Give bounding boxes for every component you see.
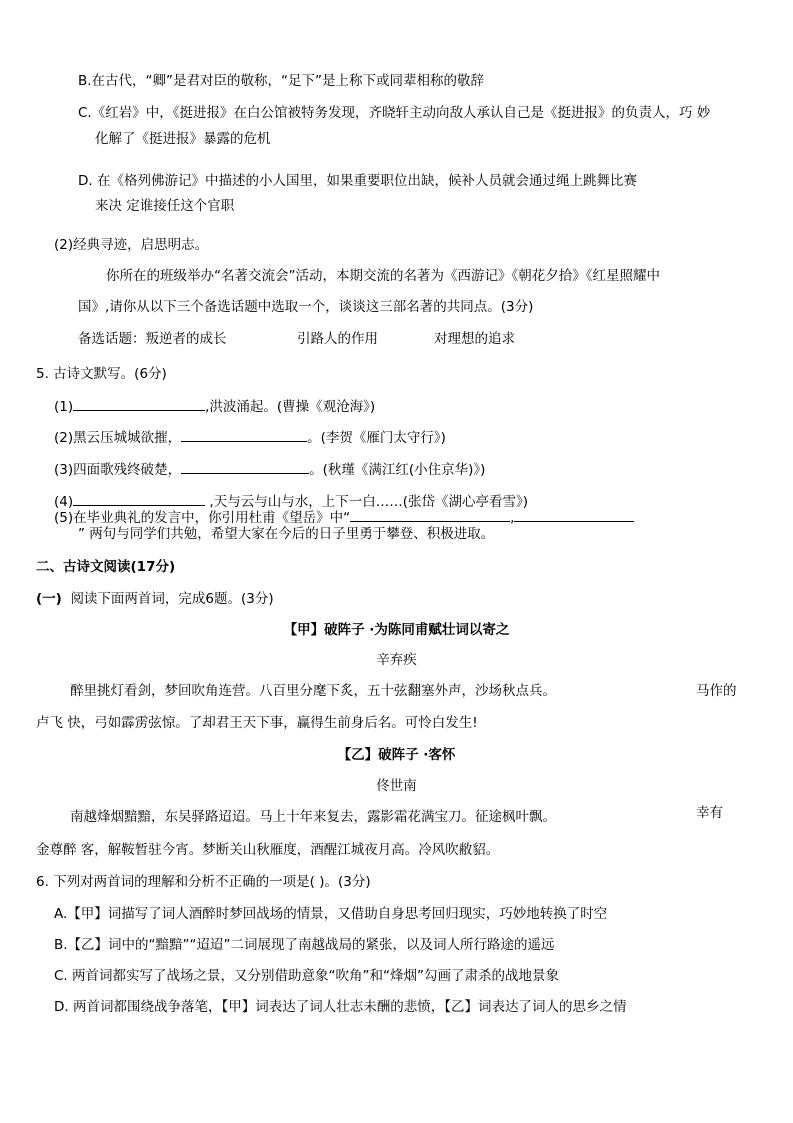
answer-blank[interactable] [73,396,205,411]
q5-line5-end: ” 两句与同学们共勉，希望大家在今后的日子里勇于攀登、积极进取。 [78,526,495,542]
answer-blank[interactable] [514,507,634,522]
q4-option-c-line1: C.《红岩》中，《挺进报》在白公馆被特务发现，齐晓轩主动向敌人承认自己是《挺进报》的负责人，巧 妙 [78,105,711,121]
q5-line4: (4) ,天与云与山与水，上下一白……(张岱《湖心亭看雪》) [54,491,528,511]
poem-b-author: 佟世南 [376,778,417,794]
q5-line5: (5)在毕业典礼的发言中，你引用杜甫《望岳》中“ , [54,507,634,527]
q5-title: 5. 古诗文默写。(6分) [36,366,167,382]
poem-b-title: 【乙】破阵子 ·客怀 [337,747,456,763]
poem-a-line2: 卢飞 快，弓如霹雳弦惊。了却君王天下事，赢得生前身后名。可怜白发生! [36,715,478,731]
q4-option-d-line2: 来决 定谁接任这个官职 [95,198,235,214]
answer-blank[interactable] [181,459,309,474]
q5-line1: (1) ,洪波涌起。(曹操《观沧海》) [54,396,375,416]
q4-sub2-line2: 国》,请你从以下三个备选话题中选取一个，谈谈这三部名著的共同点。(3分) [78,299,534,315]
poem-a-title: 【甲】破阵子 ·为陈同甫赋壮词以寄之 [283,622,510,638]
q6-option-c[interactable]: C. 两首词都实写了战场之景，又分别借助意象“吹角”和“烽烟”勾画了肃杀的战地景象 [54,968,559,984]
poem-a-line1: 醉里挑灯看剑，梦回吹角连营。八百里分麾下炙，五十弦翻塞外声，沙场秋点兵。 [70,683,556,699]
q4-option-c-line2: 化解了《挺进报》暴露的危机 [95,131,271,147]
q4-option-b: B.在古代，“卿”是君对臣的敬称，“足下”是上称下或同辈相称的敬辞 [78,73,485,89]
poem-b-line2: 金尊醉 客，解鞍暂驻今宵。梦断关山秋雁度，酒醒江城夜月高。冷风吹敝貂。 [36,842,500,858]
q6-option-a[interactable]: A.【甲】词描写了词人酒醉时梦回战场的情景，又借助自身思考回归现实，巧妙地转换了时空 [54,906,608,922]
q4-option-d-line1: D. 在《格列佛游记》中描述的小人国里，如果重要职位出缺，候补人员就会通过绳上跳舞比赛 [78,173,637,189]
poem-b-line1: 南越烽烟黯黯，东吴驿路迢迢。马上十年来复去，露影霜花满宝刀。征途枫叶飘。 [70,809,556,825]
answer-blank[interactable] [181,427,307,442]
poem-a-line1-tail: 马作的 [696,683,737,699]
section2-title: 二、古诗文阅读(17分) [36,559,176,575]
q6-title: 6. 下列对两首词的理解和分析不正确的一项是( )。(3分) [36,874,371,890]
topics-label: 备选话题： [78,331,146,347]
topic-item: 引路人的作用 [297,331,378,347]
topic-item: 对理想的追求 [434,331,515,347]
answer-blank[interactable] [350,507,510,522]
part1-heading: (一) 阅读下面两首词，完成6题。(3分) [36,591,274,607]
q4-sub2-line1: 你所在的班级举办“名著交流会”活动，本期交流的名著为《西游记》《朝花夕拾》《红星照耀中 [106,268,660,284]
q4-topics [78,330,227,348]
poem-b-line1-tail: 幸有 [696,805,723,821]
q4-sub2-title: (2)经典寻迹，启思明志。 [54,237,209,253]
q5-line2: (2)黑云压城城欲摧， 。(李贺《雁门太守行》) [54,427,446,447]
q5-line3: (3)四面歌残终破楚， 。(秋瑾《满江红(小住京华)》) [54,459,485,479]
q6-option-b[interactable]: B.【乙】词中的“黯黯”“迢迢”二词展现了南越战局的紧张，以及词人所行路途的遥远 [54,937,555,953]
q6-option-d[interactable]: D. 两首词都围绕战争落笔，【甲】词表达了词人壮志未酬的悲愤，【乙】词表达了词人的思乡之情 [54,999,627,1015]
answer-blank[interactable] [73,491,205,506]
poem-a-author: 辛弃疾 [376,652,417,668]
topic-item: 叛逆者的成长 [145,331,227,347]
